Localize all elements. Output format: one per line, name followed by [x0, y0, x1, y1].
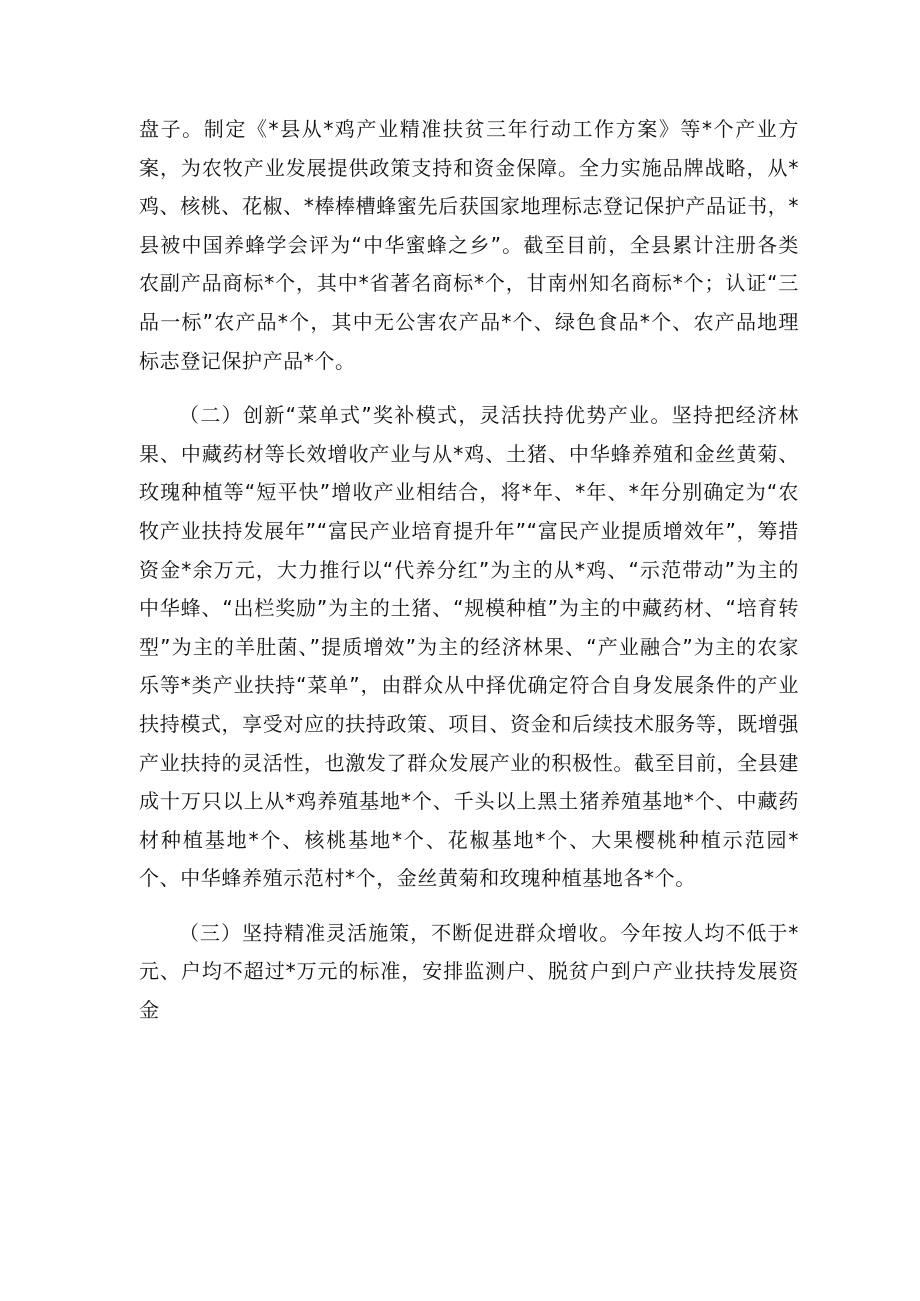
paragraph-precise-policy: （三）坚持精准灵活施策，不断促进群众增收。今年按人均不低于*元、户均不超过*万元的标准，安排监测户、脱贫户到户产业扶持发展资金	[139, 920, 799, 1023]
paragraph-brand-strategy: 盘子。制定《*县从*鸡产业精准扶贫三年行动工作方案》等*个产业方案，为农牧产业发展提供政策支持和资金保障。全力实施品牌战略，从*鸡、核桃、花椒、*棒棒槽蜂蜜先后获国家地理标志登记保护产品证书，*县被中国养蜂学会评为“中华蜜蜂之乡”。截至目前，全县累计注册各类农副产品商标*个，其中*省著名商标*个，甘南州知名商标*个；认证“三品一标”农产品*个，其中无公害农产品*个、绿色食品*个、农产品地理标志登记保护产品*个。	[139, 117, 799, 373]
paragraph-gap	[139, 898, 799, 914]
paragraph-gap	[139, 380, 799, 396]
document-body	[139, 110, 799, 1030]
paragraph-menu-subsidy: （二）创新“菜单式”奖补模式，灵活扶持优势产业。坚持把经济林果、中藏药材等长效增收产业与从*鸡、土猪、中华蜂养殖和金丝黄菊、玫瑰种植等“短平快”增收产业相结合，将*年、*年、*年分别确定为“农牧产业扶持发展年”“富民产业培育提升年”“富民产业提质增效年”，筹措资金*余万元，大力推行以“代养分红”为主的从*鸡、“示范带动”为主的中华蜂、“出栏奖励”为主的土猪、“规模种植”为主的中藏药材、“培育转型”为主的羊肚菌、”提质增效”为主的经济林果、“产业融合”为主的农家乐等*类产业扶持“菜单”，由群众从中择优确定符合自身发展条件的产业扶持模式，享受对应的扶持政策、项目、资金和后续技术服务等，既增强产业扶持的灵活性，也激发了群众发展产业的积极性。截至目前，全县建成十万只以上从*鸡养殖基地*个、千头以上黑土猪养殖基地*个、中藏药材种植基地*个、核桃基地*个、花椒基地*个、大果樱桃种植示范园*个、中华蜂养殖示范村*个，金丝黄菊和玫瑰种植基地各*个。	[139, 403, 799, 891]
